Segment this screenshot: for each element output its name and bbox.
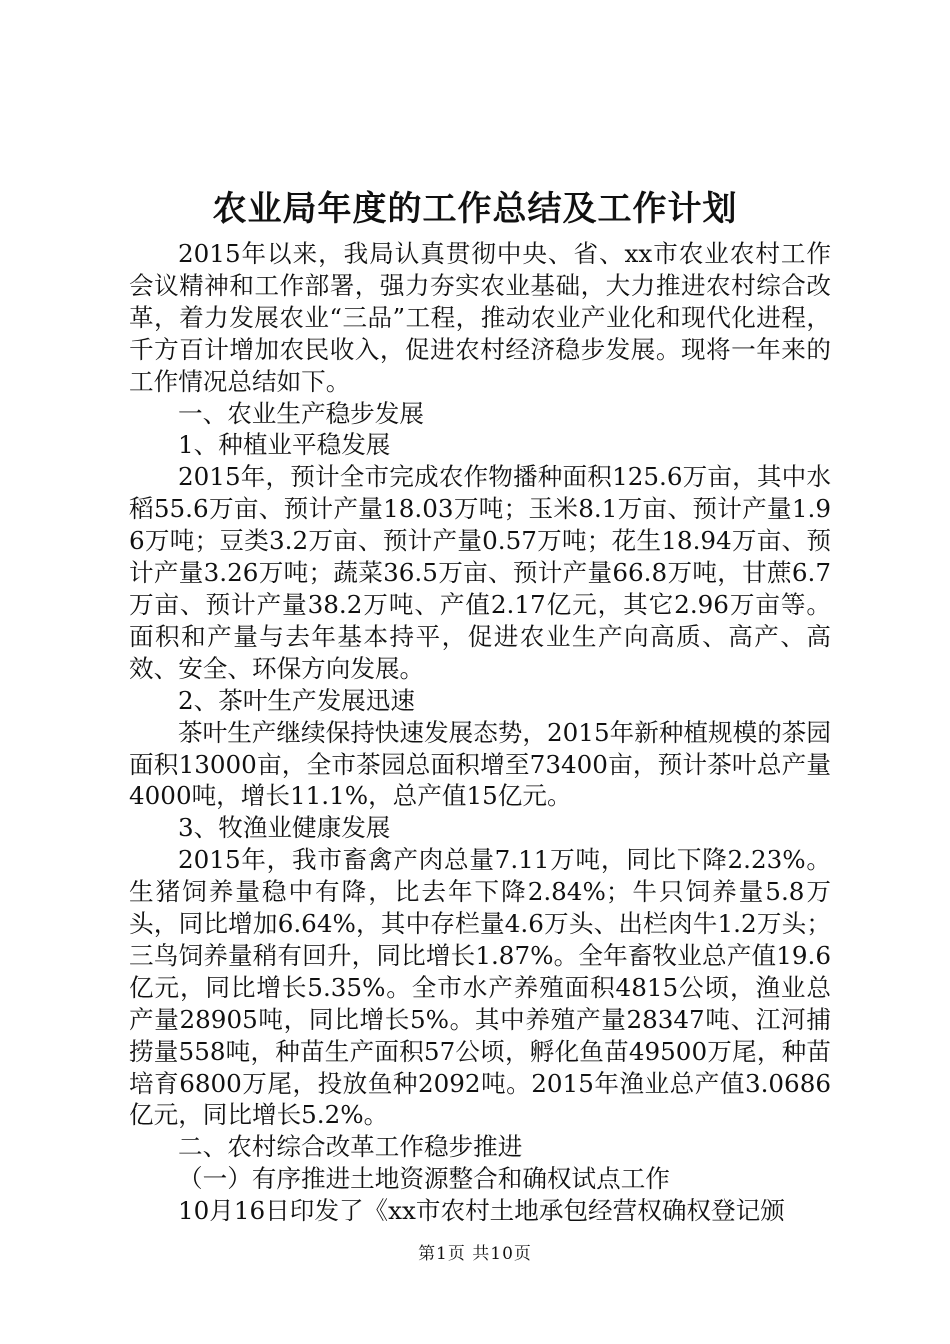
subsection-heading-4: （一）有序推进土地资源整合和确权试点工作 <box>178 1164 670 1194</box>
section-heading-2: 二、农村综合改革工作稳步推进 <box>178 1132 523 1162</box>
document-title: 农业局年度的工作总结及工作计划 <box>212 189 738 229</box>
document-body <box>129 238 831 1227</box>
tea-paragraph: 茶叶生产继续保持快速发展态势，2015年新种植规模的茶园面积13000亩，全市茶园总面积增至73400亩，预计茶叶总产量4000吨，增长11.1%，总产值15亿元。 <box>129 717 831 811</box>
crop-paragraph: 2015年，预计全市完成农作物播种面积125.6万亩，其中水稻55.6万亩、预计产量18.03万吨；玉米8.1万亩、预计产量1.96万吨；豆类3.2万亩、预计产量0.57万吨；花生18.94万亩、预计产量3.26万吨；蔬菜36.5万亩、预计产量66.8万吨，甘蔗6.7万亩、预计产量38.2万吨、产值2.17亿元，其它2.96万亩等。面积和产量与去年基本持平，促进农业生产向高质、高产、高效、安全、环保方向发展。 <box>129 462 831 683</box>
livestock-fishery-paragraph: 2015年，我市畜禽产肉总量7.11万吨，同比下降2.23%。生猪饲养量稳中有降，比去年下降2.84%；牛只饲养量5.8万头，同比增加6.64%，其中存栏量4.6万头、出栏肉牛1.2万头；三鸟饲养量稍有回升，同比增长1.87%。全年畜牧业总产值19.6亿元，同比增长5.35%。全市水产养殖面积4815公顷，渔业总产量28905吨，同比增长5%。其中养殖产量28347吨、江河捕捞量558吨，种苗生产面积57公顷，孵化鱼苗49500万尾，种苗培育6800万尾，投放鱼种2092吨。2015年渔业总产值3.0686亿元，同比增长5.2%。 <box>129 845 831 1130</box>
subsection-heading-3: 3、牧渔业健康发展 <box>178 813 391 843</box>
subsection-heading-1: 1、种植业平稳发展 <box>178 430 391 460</box>
page-number: 第1页 共10页 <box>418 1244 532 1264</box>
section-heading-1: 一、农业生产稳步发展 <box>178 398 424 428</box>
land-paragraph: 10月16日印发了《xx市农村土地承包经营权确权登记颁 <box>178 1196 785 1226</box>
subsection-heading-2: 2、茶叶生产发展迅速 <box>178 685 415 715</box>
intro-paragraph: 2015年以来，我局认真贯彻中央、省、xx市农业农村工作会议精神和工作部署，强力夯实农业基础，大力推进农村综合改革，着力发展农业“三品”工程，推动农业产业化和现代化进程，千方百计增加农民收入，促进农村经济稳步发展。现将一年来的工作情况总结如下。 <box>129 239 831 396</box>
